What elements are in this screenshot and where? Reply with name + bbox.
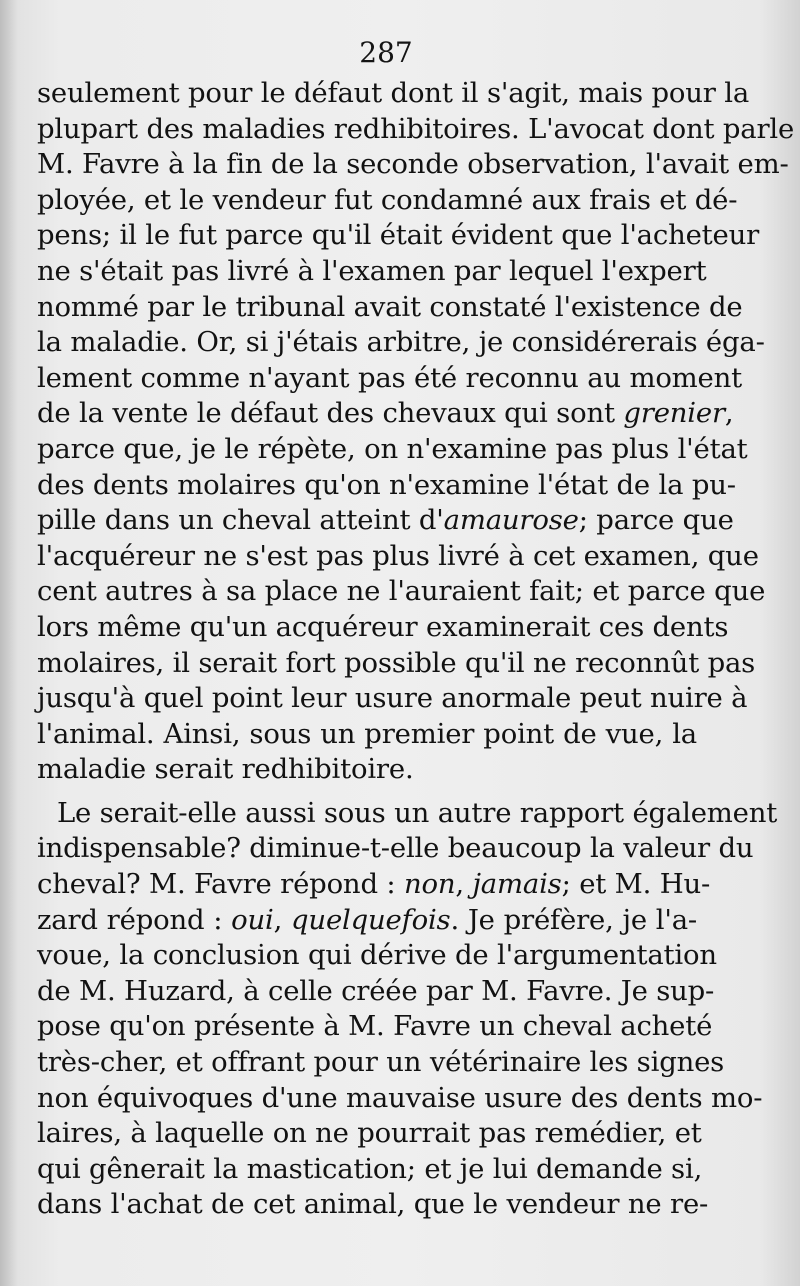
text-line — [37, 290, 743, 326]
paragraph — [37, 796, 778, 1223]
text-segment: nommé par le tribunal avait constaté l'existence de — [37, 290, 743, 323]
text-line — [37, 503, 734, 539]
text-segment: ne s'était pas livré à l'examen par lequel l'expert — [37, 254, 707, 287]
text-line — [37, 112, 795, 148]
text-segment: , — [455, 868, 473, 901]
text-line — [37, 218, 760, 254]
text-segment: voue, la conclusion qui dérive de l'argumentation — [37, 939, 717, 972]
text-segment: M. Favre à la fin de la seconde observation, l'avait em- — [37, 148, 789, 181]
text-line — [37, 1116, 702, 1152]
text-line — [37, 796, 778, 832]
text-line — [37, 539, 759, 575]
text-segment: pens; il le fut parce qu'il était évident que l'acheteur — [37, 219, 760, 252]
text-segment: ployée, et le vendeur fut condamné aux frais et dé- — [37, 183, 738, 216]
text-segment: lement comme n'ayant pas été reconnu au moment — [37, 361, 742, 394]
text-line — [37, 752, 697, 788]
text-line — [37, 903, 697, 939]
italic-term: amaurose — [443, 504, 579, 537]
text-line — [37, 717, 697, 753]
text-segment: molaires, il serait fort possible qu'il ne reconnût pas — [37, 646, 756, 679]
text-segment: de M. Huzard, à celle créée par M. Favre. Je sup- — [37, 974, 715, 1007]
text-line — [37, 325, 765, 361]
text-segment: seulement pour le défaut dont il s'agit, mais pour la — [37, 77, 750, 109]
text-segment: , — [724, 397, 734, 430]
text-segment: la maladie. Or, si j'étais arbitre, je considérerais éga- — [37, 326, 765, 359]
text-segment: zard répond : — [37, 903, 232, 936]
text-segment: jusqu'à quel point leur usure anormale peut nuire à — [37, 682, 748, 715]
text-segment: , — [273, 903, 292, 936]
text-segment: ; parce que — [578, 504, 734, 537]
text-line — [37, 1081, 763, 1117]
text-segment: l'acquéreur ne s'est pas plus livré à cet examen, que — [37, 539, 759, 572]
text-line — [37, 396, 734, 432]
text-segment: très-cher, et offrant pour un vétérinaire les signes — [37, 1046, 725, 1079]
text-line — [37, 183, 738, 219]
text-line — [37, 974, 715, 1010]
text-segment: l'animal. Ainsi, sous un premier point de vue, la — [37, 717, 697, 750]
text-line — [37, 867, 711, 903]
text-line — [37, 76, 750, 112]
text-line — [37, 468, 736, 504]
italic-term: jamais — [472, 868, 562, 901]
text-line — [37, 1187, 709, 1223]
text-line — [37, 574, 766, 610]
italic-term: quelquefois — [291, 903, 451, 936]
text-line — [37, 1045, 725, 1081]
text-line — [37, 681, 748, 717]
text-segment: pose qu'on présente à M. Favre un cheval acheté — [37, 1010, 713, 1043]
text-segment: ; et M. Hu- — [561, 868, 711, 901]
text-segment: plupart des maladies redhibitoires. L'avocat dont parle — [37, 112, 795, 145]
text-line — [37, 831, 754, 867]
text-line — [37, 1009, 713, 1045]
text-line — [37, 147, 789, 183]
text-line — [37, 610, 729, 646]
text-segment: des dents molaires qu'on n'examine l'état de la pu- — [37, 468, 736, 501]
text-line — [37, 646, 756, 682]
text-segment: dans l'achat de cet animal, que le vendeur ne re- — [37, 1188, 709, 1221]
text-line — [37, 1152, 703, 1188]
italic-term: oui — [231, 903, 274, 936]
text-segment: cent autres à sa place ne l'auraient fait; et parce que — [37, 575, 766, 608]
italic-term: grenier — [623, 397, 725, 430]
italic-term: non — [404, 868, 456, 901]
text-segment: lors même qu'un acquéreur examinerait ces dents — [37, 610, 729, 643]
text-segment: qui gênerait la mastication; et je lui demande si, — [37, 1152, 703, 1185]
text-line — [37, 432, 748, 468]
text-segment: pille dans un cheval atteint d' — [37, 504, 444, 537]
text-segment: non équivoques d'une mauvaise usure des dents mo- — [37, 1081, 763, 1114]
text-segment: maladie serait redhibitoire. — [37, 753, 414, 786]
paragraph — [37, 76, 795, 788]
page-body-text — [37, 76, 795, 1223]
text-line — [37, 938, 717, 974]
text-segment: Le serait-elle aussi sous un autre rapport également — [57, 796, 778, 829]
text-segment: . Je préfère, je l'a- — [450, 903, 697, 936]
text-segment: cheval? M. Favre répond : — [37, 868, 404, 901]
page-number: 287 — [359, 36, 413, 69]
text-line — [37, 361, 742, 397]
text-segment: indispensable? diminue-t-elle beaucoup la valeur du — [37, 832, 754, 865]
text-line — [37, 254, 707, 290]
paragraph-gap — [37, 788, 697, 796]
text-segment: de la vente le défaut des chevaux qui sont — [37, 397, 624, 430]
text-segment: laires, à laquelle on ne pourrait pas remédier, et — [37, 1117, 702, 1150]
text-segment: parce que, je le répète, on n'examine pas plus l'état — [37, 432, 748, 465]
